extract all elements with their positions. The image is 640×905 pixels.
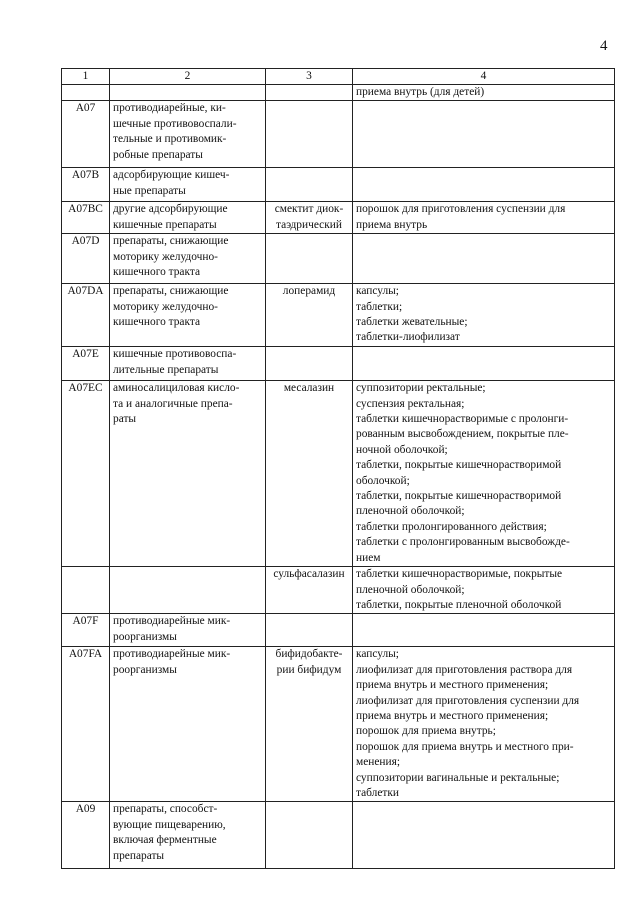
anatomical-group-cell xyxy=(110,234,266,284)
drug-name-cell xyxy=(266,168,353,202)
table-row xyxy=(62,168,615,202)
atc-code-cell: A07E xyxy=(62,347,110,381)
drug-name-cell-line: сульфасалазин xyxy=(273,568,345,581)
atc-code-cell: A07DA xyxy=(62,284,110,347)
dosage-forms-cell-line: приема внутрь и местного применения; xyxy=(356,679,549,692)
anatomical-group-cell-line: противодиарейные мик- xyxy=(113,615,231,628)
column-header: 3 xyxy=(266,69,353,85)
anatomical-group-cell-line: робные препараты xyxy=(113,148,203,161)
drug-name-cell xyxy=(266,284,353,347)
drug-name-cell xyxy=(266,347,353,381)
dosage-forms-cell xyxy=(353,85,615,101)
dosage-forms-cell-line: таблетки кишечнорастворимые, покрытые xyxy=(356,568,563,581)
dosage-forms-cell xyxy=(353,647,615,802)
atc-code-cell: A09 xyxy=(62,802,110,869)
drug-name-cell-line: смектит диок- xyxy=(274,203,344,216)
atc-code-cell: A07B xyxy=(62,168,110,202)
dosage-forms-cell-line: капсулы; xyxy=(356,648,399,661)
anatomical-group-cell-line: роорганизмы xyxy=(113,630,177,643)
dosage-forms-cell-line: рованным высвобождением, покрытые пле- xyxy=(356,428,569,441)
drug-table xyxy=(61,68,615,869)
table-row xyxy=(62,234,615,284)
dosage-forms-cell xyxy=(353,614,615,647)
anatomical-group-cell-line: та и аналогичные препа- xyxy=(113,397,233,410)
atc-code-cell: A07D xyxy=(62,234,110,284)
dosage-forms-cell xyxy=(353,381,615,567)
table-row xyxy=(62,802,615,869)
dosage-forms-cell-line: таблетки пролонгированного действия; xyxy=(356,520,547,533)
dosage-forms-cell-line: приема внутрь xyxy=(356,218,428,231)
dosage-forms-cell-line: таблетки; xyxy=(356,300,403,313)
dosage-forms-cell-line: менения; xyxy=(356,756,401,769)
dosage-forms-cell-line: суппозитории вагинальные и ректальные; xyxy=(356,771,560,784)
anatomical-group-cell-line: препараты, способст- xyxy=(113,803,218,816)
drug-name-cell-line: таэдрический xyxy=(276,218,342,231)
dosage-forms-cell xyxy=(353,202,615,234)
anatomical-group-cell-line: кишечные препараты xyxy=(113,218,217,231)
page-number: 4 xyxy=(600,38,608,54)
table-row xyxy=(62,202,615,234)
table-row xyxy=(62,284,615,347)
dosage-forms-cell xyxy=(353,101,615,168)
anatomical-group-cell xyxy=(110,647,266,802)
anatomical-group-cell-line: кишечного тракта xyxy=(113,266,201,279)
dosage-forms-cell-line: пленочной оболочкой; xyxy=(356,583,465,596)
drug-name-cell xyxy=(266,101,353,168)
dosage-forms-cell-line: капсулы; xyxy=(356,285,399,298)
drug-name-cell-line: месалазин xyxy=(283,382,335,395)
anatomical-group-cell-line: включая ферментные xyxy=(113,834,217,847)
dosage-forms-cell-line: приема внутрь и местного применения; xyxy=(356,709,549,722)
dosage-forms-cell xyxy=(353,168,615,202)
table-row xyxy=(62,85,615,101)
drug-name-cell-line: рии бифидум xyxy=(276,663,342,676)
dosage-forms-cell-line: лиофилизат для приготовления раствора для xyxy=(356,663,573,676)
dosage-forms-cell xyxy=(353,347,615,381)
drug-name-cell-line: бифидобакте- xyxy=(275,648,343,661)
dosage-forms-cell-line: оболочкой; xyxy=(356,474,410,487)
dosage-forms-cell-line: порошок для приготовления суспензии для xyxy=(356,203,566,216)
drug-name-cell xyxy=(266,85,353,101)
anatomical-group-cell-line: противодиарейные мик- xyxy=(113,648,231,661)
anatomical-group-cell-line: кишечного тракта xyxy=(113,316,201,329)
dosage-forms-cell-line: таблетки, покрытые пленочной оболочкой xyxy=(356,598,562,611)
drug-name-cell xyxy=(266,647,353,802)
dosage-forms-cell-line: порошок для приема внутрь и местного при- xyxy=(356,740,574,753)
dosage-forms-cell-line: таблетки, покрытые кишечнорастворимой xyxy=(356,459,562,472)
dosage-forms-cell xyxy=(353,234,615,284)
dosage-forms-cell-line: таблетки xyxy=(356,786,400,799)
table-row xyxy=(62,614,615,647)
atc-code-cell: A07FA xyxy=(62,647,110,802)
anatomical-group-cell-line: ные препараты xyxy=(113,184,186,197)
dosage-forms-cell-line: суспензия ректальная; xyxy=(356,397,465,410)
atc-code-cell: A07EC xyxy=(62,381,110,567)
atc-code-cell: A07 xyxy=(62,101,110,168)
anatomical-group-cell-line: лительные препараты xyxy=(113,363,219,376)
dosage-forms-cell-line: таблетки жевательные; xyxy=(356,316,468,329)
anatomical-group-cell xyxy=(110,284,266,347)
anatomical-group-cell-line: моторику желудочно- xyxy=(113,250,218,263)
anatomical-group-cell-line: тельные и противомик- xyxy=(113,133,227,146)
dosage-forms-cell-line: суппозитории ректальные; xyxy=(356,382,486,395)
drug-name-cell xyxy=(266,381,353,567)
anatomical-group-cell xyxy=(110,85,266,101)
column-header: 1 xyxy=(62,69,110,85)
anatomical-group-cell-line: противодиарейные, ки- xyxy=(113,102,226,115)
dosage-forms-cell xyxy=(353,567,615,614)
dosage-forms-cell-line: таблетки кишечнорастворимые с пролонги- xyxy=(356,413,569,426)
dosage-forms-cell-line: ночной оболочкой; xyxy=(356,443,448,456)
anatomical-group-cell-line: раты xyxy=(113,413,137,426)
anatomical-group-cell xyxy=(110,614,266,647)
drug-name-cell xyxy=(266,234,353,284)
dosage-forms-cell-line: пленочной оболочкой; xyxy=(356,505,465,518)
anatomical-group-cell-line: другие адсорбирующие xyxy=(113,203,228,216)
anatomical-group-cell xyxy=(110,381,266,567)
anatomical-group-cell-line: препараты xyxy=(113,849,165,862)
column-header: 2 xyxy=(110,69,266,85)
anatomical-group-cell-line: вующие пищеварению, xyxy=(113,818,226,831)
anatomical-group-cell-line: кишечные противовоспа- xyxy=(113,348,237,361)
atc-code-cell xyxy=(62,85,110,101)
anatomical-group-cell xyxy=(110,567,266,614)
anatomical-group-cell-line: препараты, снижающие xyxy=(113,285,229,298)
anatomical-group-cell-line: моторику желудочно- xyxy=(113,300,218,313)
dosage-forms-cell-line: порошок для приема внутрь; xyxy=(356,725,496,738)
table-row xyxy=(62,647,615,802)
dosage-forms-cell-line: лиофилизат для приготовления суспензии для xyxy=(356,694,580,707)
table-row xyxy=(62,347,615,381)
dosage-forms-cell xyxy=(353,284,615,347)
column-header: 4 xyxy=(353,69,615,85)
atc-code-cell: A07F xyxy=(62,614,110,647)
anatomical-group-cell xyxy=(110,802,266,869)
dosage-forms-cell-line: таблетки с пролонгированным высвобожде- xyxy=(356,536,570,549)
drug-name-cell xyxy=(266,802,353,869)
anatomical-group-cell-line: аминосалициловая кисло- xyxy=(113,382,240,395)
table-row xyxy=(62,381,615,567)
drug-name-cell xyxy=(266,567,353,614)
anatomical-group-cell-line: адсорбирующие кишеч- xyxy=(113,169,230,182)
drug-name-cell-line: лоперамид xyxy=(282,285,336,298)
drug-name-cell xyxy=(266,202,353,234)
dosage-forms-cell xyxy=(353,802,615,869)
anatomical-group-cell-line: роорганизмы xyxy=(113,663,177,676)
anatomical-group-cell-line: шечные противовоспали- xyxy=(113,117,237,130)
table-row xyxy=(62,101,615,168)
anatomical-group-cell xyxy=(110,101,266,168)
dosage-forms-cell-line: таблетки-лиофилизат xyxy=(356,331,460,344)
drug-name-cell xyxy=(266,614,353,647)
anatomical-group-cell xyxy=(110,347,266,381)
atc-code-cell xyxy=(62,567,110,614)
anatomical-group-cell xyxy=(110,202,266,234)
anatomical-group-cell-line: препараты, снижающие xyxy=(113,235,229,248)
table-header-row xyxy=(62,69,615,85)
table-row xyxy=(62,567,615,614)
atc-code-cell: A07BC xyxy=(62,202,110,234)
dosage-forms-cell-line: приема внутрь (для детей) xyxy=(356,86,485,98)
anatomical-group-cell xyxy=(110,168,266,202)
dosage-forms-cell-line: нием xyxy=(356,551,381,564)
dosage-forms-cell-line: таблетки, покрытые кишечнорастворимой xyxy=(356,490,562,503)
